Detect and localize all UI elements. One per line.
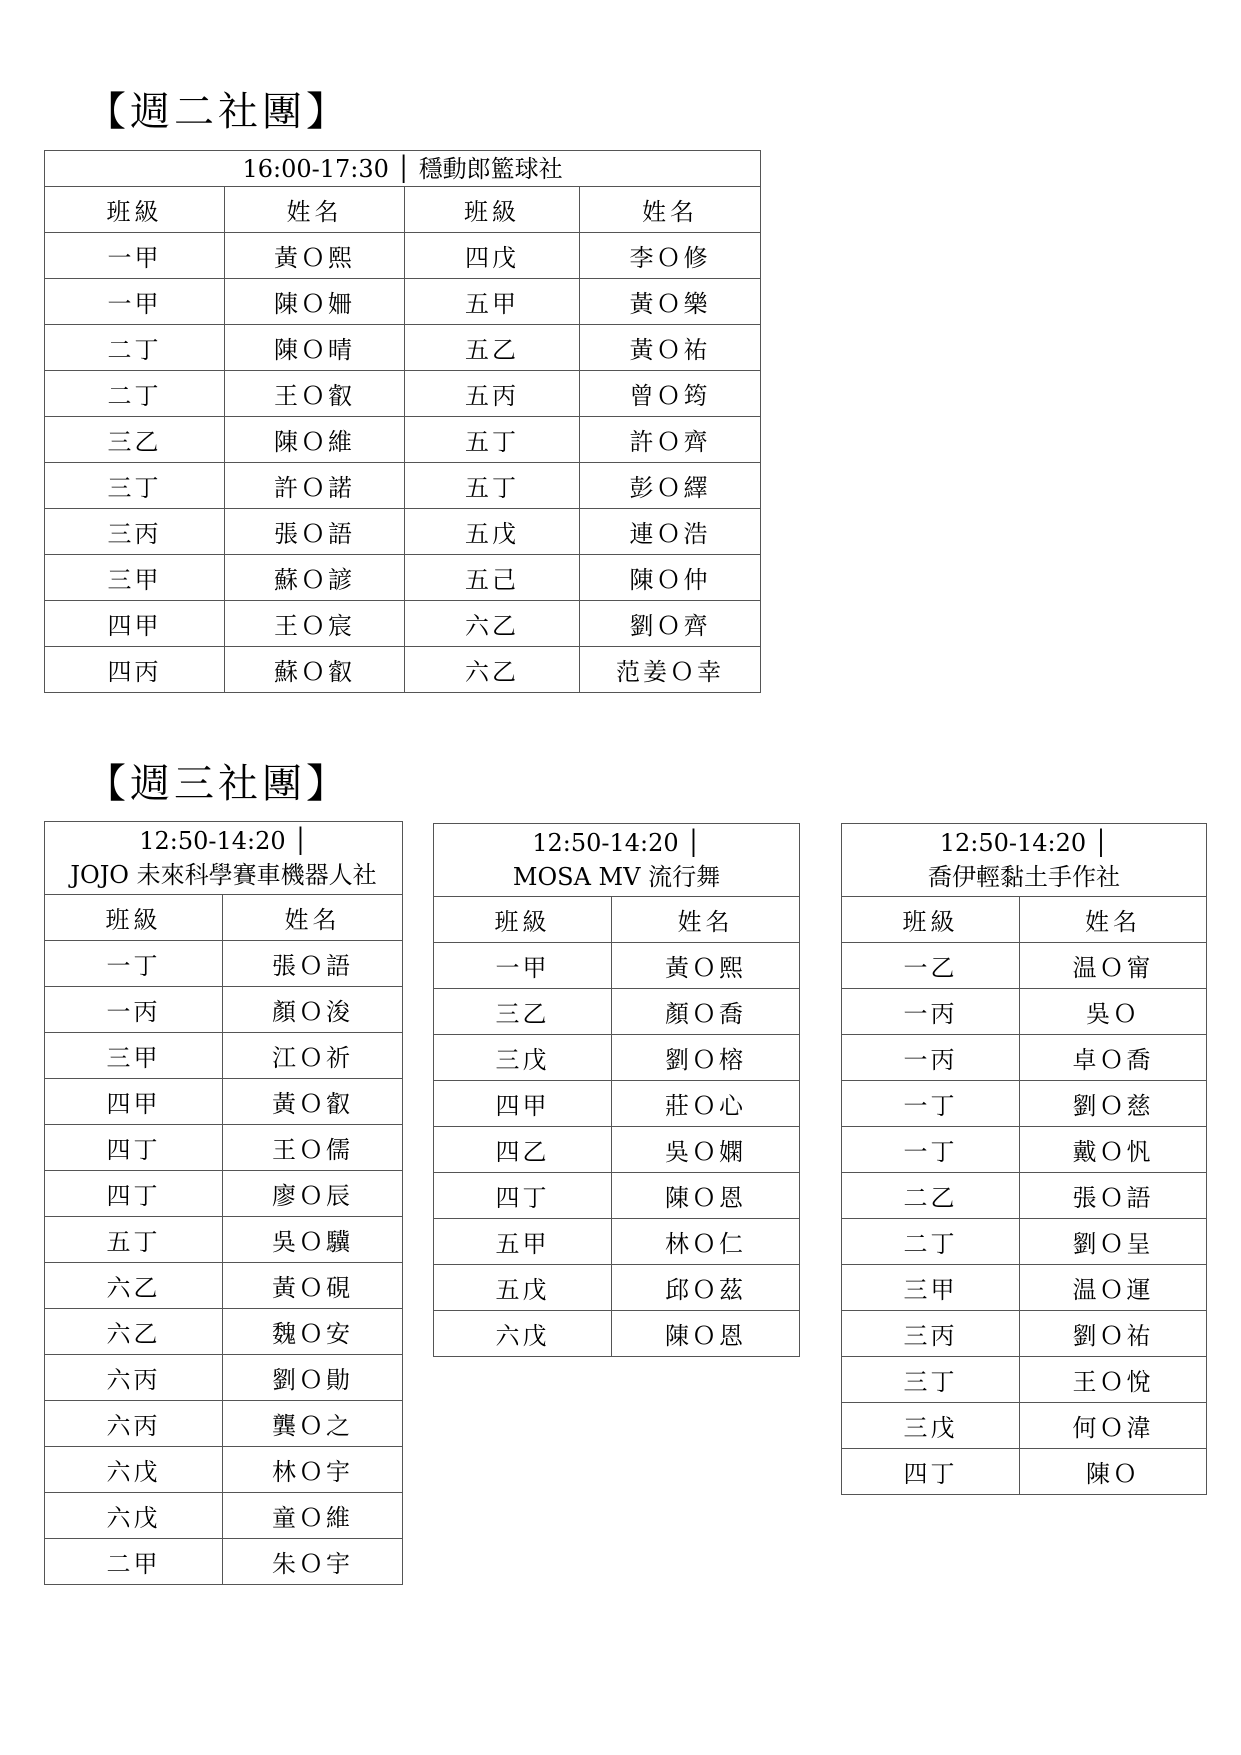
name-cell: 曾Ｏ筠 xyxy=(580,371,761,417)
table-row xyxy=(45,601,761,647)
column-header-name: 姓名 xyxy=(612,897,800,943)
class-cell: 一丁 xyxy=(842,1081,1020,1127)
class-cell: 三丙 xyxy=(842,1311,1020,1357)
table-row xyxy=(434,1219,800,1265)
class-cell: 三丁 xyxy=(842,1357,1020,1403)
name-cell: 許Ｏ齊 xyxy=(580,417,761,463)
name-cell: 温Ｏ運 xyxy=(1020,1265,1207,1311)
table-row xyxy=(842,1449,1207,1495)
table-body xyxy=(842,943,1207,1495)
name-cell: 黃Ｏ熙 xyxy=(225,233,405,279)
table-row xyxy=(842,1311,1207,1357)
name-cell: 童Ｏ維 xyxy=(223,1493,403,1539)
name-cell: 陳Ｏ恩 xyxy=(612,1173,800,1219)
club-header xyxy=(45,822,403,895)
table-row xyxy=(842,1173,1207,1219)
column-header-name: 姓名 xyxy=(1020,897,1207,943)
class-cell: 三甲 xyxy=(45,1033,223,1079)
name-cell: 莊Ｏ心 xyxy=(612,1081,800,1127)
wednesday-section-title: 【週三社團】 xyxy=(86,761,350,807)
name-cell: 王Ｏ悅 xyxy=(1020,1357,1207,1403)
class-cell: 二丁 xyxy=(45,371,225,417)
name-cell: 林Ｏ仁 xyxy=(612,1219,800,1265)
class-cell: 四丁 xyxy=(45,1171,223,1217)
club-time: 12:50-14:20 xyxy=(139,827,286,855)
jojo-robot-club-table xyxy=(44,821,403,1585)
table-row xyxy=(45,233,761,279)
table-row xyxy=(45,1125,403,1171)
name-cell: 朱Ｏ宇 xyxy=(223,1539,403,1585)
table-row xyxy=(45,647,761,693)
table-body xyxy=(434,943,800,1357)
class-cell: 四甲 xyxy=(45,601,225,647)
class-cell: 五丁 xyxy=(405,463,580,509)
mosa-dance-club-table xyxy=(433,823,800,1357)
name-cell: 黃Ｏ樂 xyxy=(580,279,761,325)
class-cell: 五甲 xyxy=(434,1219,612,1265)
class-cell: 六戊 xyxy=(45,1493,223,1539)
club-separator: │ xyxy=(293,827,308,855)
name-cell: 黃Ｏ熙 xyxy=(612,943,800,989)
class-cell: 五己 xyxy=(405,555,580,601)
table-row xyxy=(434,989,800,1035)
name-cell: 張Ｏ語 xyxy=(1020,1173,1207,1219)
class-cell: 一丙 xyxy=(842,989,1020,1035)
class-cell: 一丙 xyxy=(45,987,223,1033)
name-cell: 彭Ｏ繹 xyxy=(580,463,761,509)
class-cell: 六戊 xyxy=(434,1311,612,1357)
name-cell: 戴Ｏ忛 xyxy=(1020,1127,1207,1173)
table-row xyxy=(842,1081,1207,1127)
class-cell: 六乙 xyxy=(45,1309,223,1355)
table-row xyxy=(45,417,761,463)
table-row xyxy=(842,1403,1207,1449)
name-cell: 連Ｏ浩 xyxy=(580,509,761,555)
class-cell: 一丁 xyxy=(45,941,223,987)
class-cell: 三乙 xyxy=(45,417,225,463)
name-cell: 許Ｏ諾 xyxy=(225,463,405,509)
table-row xyxy=(842,1357,1207,1403)
name-cell: 魏Ｏ安 xyxy=(223,1309,403,1355)
class-cell: 一甲 xyxy=(45,279,225,325)
name-cell: 陳Ｏ xyxy=(1020,1449,1207,1495)
class-cell: 四戊 xyxy=(405,233,580,279)
table-row xyxy=(45,987,403,1033)
class-cell: 四丁 xyxy=(842,1449,1020,1495)
name-cell: 王Ｏ儒 xyxy=(223,1125,403,1171)
table-row xyxy=(842,1219,1207,1265)
name-cell: 吳Ｏ xyxy=(1020,989,1207,1035)
table-row xyxy=(434,1035,800,1081)
class-cell: 四丙 xyxy=(45,647,225,693)
name-cell: 劉Ｏ榕 xyxy=(612,1035,800,1081)
class-cell: 三甲 xyxy=(842,1265,1020,1311)
class-cell: 五丁 xyxy=(45,1217,223,1263)
class-cell: 三乙 xyxy=(434,989,612,1035)
class-cell: 四甲 xyxy=(45,1079,223,1125)
table-body xyxy=(45,233,761,693)
class-cell: 一丙 xyxy=(842,1035,1020,1081)
table-row xyxy=(45,509,761,555)
name-cell: 卓Ｏ喬 xyxy=(1020,1035,1207,1081)
name-cell: 何Ｏ湋 xyxy=(1020,1403,1207,1449)
name-cell: 張Ｏ語 xyxy=(225,509,405,555)
table-row xyxy=(45,1401,403,1447)
class-cell: 五丁 xyxy=(405,417,580,463)
class-cell: 五戊 xyxy=(434,1265,612,1311)
class-cell: 二丁 xyxy=(842,1219,1020,1265)
club-separator: │ xyxy=(686,829,701,857)
class-cell: 六乙 xyxy=(405,601,580,647)
name-cell: 吳Ｏ驥 xyxy=(223,1217,403,1263)
name-cell: 蘇Ｏ叡 xyxy=(225,647,405,693)
table-row xyxy=(45,1263,403,1309)
table-row xyxy=(45,463,761,509)
name-cell: 邱Ｏ茲 xyxy=(612,1265,800,1311)
club-time: 12:50-14:20 xyxy=(532,829,679,857)
club-name: 喬伊輕黏土手作社 xyxy=(928,863,1120,891)
table-row xyxy=(434,1311,800,1357)
class-cell: 五甲 xyxy=(405,279,580,325)
table-row xyxy=(45,1171,403,1217)
table-row xyxy=(45,1079,403,1125)
class-cell: 一甲 xyxy=(45,233,225,279)
name-cell: 陳Ｏ姍 xyxy=(225,279,405,325)
name-cell: 王Ｏ宸 xyxy=(225,601,405,647)
table-row xyxy=(842,1127,1207,1173)
name-cell: 王Ｏ叡 xyxy=(225,371,405,417)
class-cell: 五戊 xyxy=(405,509,580,555)
name-cell: 陳Ｏ維 xyxy=(225,417,405,463)
table-row xyxy=(45,371,761,417)
table-row xyxy=(45,1447,403,1493)
name-cell: 劉Ｏ齊 xyxy=(580,601,761,647)
column-header-name: 姓名 xyxy=(580,187,761,233)
table-row xyxy=(45,1493,403,1539)
class-cell: 五丙 xyxy=(405,371,580,417)
class-cell: 三戊 xyxy=(434,1035,612,1081)
class-cell: 一乙 xyxy=(842,943,1020,989)
name-cell: 范姜Ｏ幸 xyxy=(580,647,761,693)
column-header-class: 班級 xyxy=(45,895,223,941)
table-row xyxy=(45,279,761,325)
class-cell: 三戊 xyxy=(842,1403,1020,1449)
name-cell: 蘇Ｏ諺 xyxy=(225,555,405,601)
name-cell: 黃Ｏ叡 xyxy=(223,1079,403,1125)
class-cell: 四乙 xyxy=(434,1127,612,1173)
column-header-class: 班級 xyxy=(45,187,225,233)
club-header xyxy=(45,151,761,187)
class-cell: 三甲 xyxy=(45,555,225,601)
table-row xyxy=(434,1265,800,1311)
table-row xyxy=(45,1033,403,1079)
class-cell: 四丁 xyxy=(434,1173,612,1219)
class-cell: 四甲 xyxy=(434,1081,612,1127)
table-row xyxy=(434,1127,800,1173)
class-cell: 四丁 xyxy=(45,1125,223,1171)
class-cell: 六丙 xyxy=(45,1401,223,1447)
name-cell: 林Ｏ宇 xyxy=(223,1447,403,1493)
class-cell: 六戊 xyxy=(45,1447,223,1493)
column-header-name: 姓名 xyxy=(223,895,403,941)
class-cell: 六乙 xyxy=(45,1263,223,1309)
name-cell: 劉Ｏ勛 xyxy=(223,1355,403,1401)
table-row xyxy=(434,1081,800,1127)
class-cell: 一丁 xyxy=(842,1127,1020,1173)
table-row xyxy=(842,989,1207,1035)
tuesday-section-title: 【週二社團】 xyxy=(86,89,350,135)
class-cell: 三丙 xyxy=(45,509,225,555)
name-cell: 陳Ｏ晴 xyxy=(225,325,405,371)
name-cell: 龔Ｏ之 xyxy=(223,1401,403,1447)
name-cell: 劉Ｏ祐 xyxy=(1020,1311,1207,1357)
table-row xyxy=(45,1217,403,1263)
club-name: 穩動郎籃球社 xyxy=(418,154,563,183)
table-row xyxy=(45,555,761,601)
basketball-club-table xyxy=(44,150,761,693)
class-cell: 二甲 xyxy=(45,1539,223,1585)
table-body xyxy=(45,941,403,1585)
name-cell: 李Ｏ修 xyxy=(580,233,761,279)
club-separator: │ xyxy=(396,154,411,183)
name-cell: 劉Ｏ呈 xyxy=(1020,1219,1207,1265)
table-row xyxy=(45,1539,403,1585)
club-name: JOJO 未來科學賽車機器人社 xyxy=(70,861,377,889)
table-row xyxy=(842,1035,1207,1081)
club-separator: │ xyxy=(1093,829,1109,857)
class-cell: 一甲 xyxy=(434,943,612,989)
table-row xyxy=(434,1173,800,1219)
name-cell: 陳Ｏ恩 xyxy=(612,1311,800,1357)
table-row xyxy=(45,325,761,371)
club-time: 16:00-17:30 xyxy=(242,154,389,183)
table-row xyxy=(434,943,800,989)
name-cell: 劉Ｏ慈 xyxy=(1020,1081,1207,1127)
clay-craft-club-table xyxy=(841,823,1207,1495)
class-cell: 六丙 xyxy=(45,1355,223,1401)
club-header xyxy=(434,824,800,897)
class-cell: 六乙 xyxy=(405,647,580,693)
column-header-class: 班級 xyxy=(405,187,580,233)
club-header xyxy=(842,824,1207,897)
name-cell: 江Ｏ祈 xyxy=(223,1033,403,1079)
column-header-name: 姓名 xyxy=(225,187,405,233)
table-row xyxy=(842,1265,1207,1311)
table-row xyxy=(45,1355,403,1401)
name-cell: 温Ｏ甯 xyxy=(1020,943,1207,989)
class-cell: 三丁 xyxy=(45,463,225,509)
club-time: 12:50-14:20 xyxy=(939,829,1087,857)
name-cell: 吳Ｏ嫻 xyxy=(612,1127,800,1173)
name-cell: 顏Ｏ浚 xyxy=(223,987,403,1033)
column-header-class: 班級 xyxy=(842,897,1020,943)
name-cell: 陳Ｏ仲 xyxy=(580,555,761,601)
table-row xyxy=(842,943,1207,989)
class-cell: 二丁 xyxy=(45,325,225,371)
table-row xyxy=(45,941,403,987)
class-cell: 五乙 xyxy=(405,325,580,371)
name-cell: 黃Ｏ硯 xyxy=(223,1263,403,1309)
club-name: MOSA MV 流行舞 xyxy=(512,863,721,891)
name-cell: 張Ｏ語 xyxy=(223,941,403,987)
name-cell: 廖Ｏ辰 xyxy=(223,1171,403,1217)
class-cell: 二乙 xyxy=(842,1173,1020,1219)
column-header-class: 班級 xyxy=(434,897,612,943)
name-cell: 顏Ｏ喬 xyxy=(612,989,800,1035)
table-row xyxy=(45,1309,403,1355)
name-cell: 黃Ｏ祐 xyxy=(580,325,761,371)
